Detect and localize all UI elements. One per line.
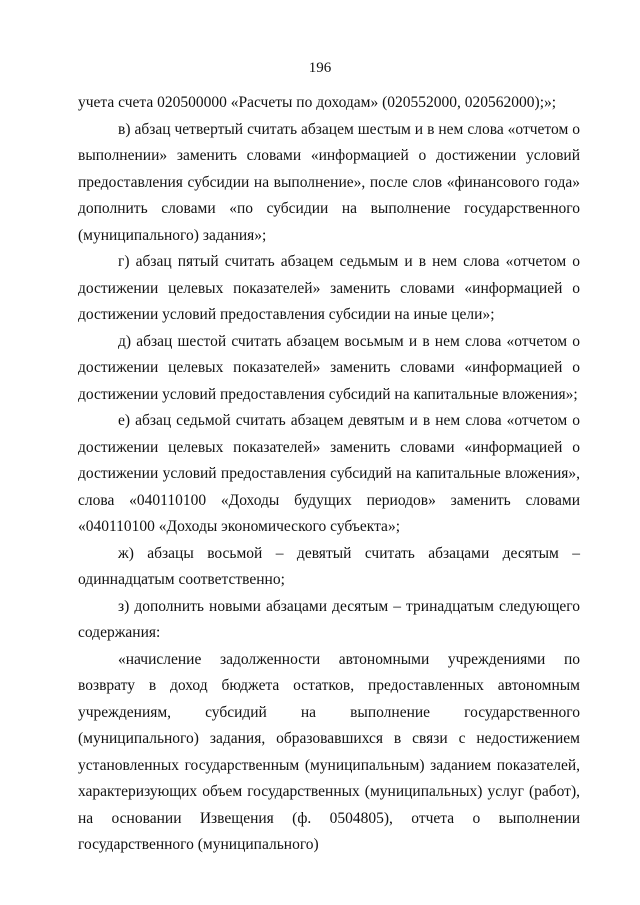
paragraph-item-v: в) абзац четвертый считать абзацем шестым и в нем слова «отчетом о выполнении» заменить словами «информацией о достижении условий предоставления субсидии на выполнение», после слов «финансового года» дополнить словами «по субсидии на выполнение государственного (муниципального) задания»; <box>78 120 580 244</box>
paragraph-continuation: учета счета 020500000 «Расчеты по доходам» (020552000, 020562000);»; <box>78 94 557 111</box>
paragraph-item-e: е) абзац седьмой считать абзацем девятым и в нем слова «отчетом о достижении целевых показателей» заменить словами «информацией о достижении условий предоставления субсидий на капитальные вложения», слова «040110100 «Доходы будущих периодов» заменить словами «040110100 «Доходы экономического субъекта»; <box>78 412 580 535</box>
paragraph-quoted-text: «начисление задолженности автономными учреждениями по возврату в доход бюджета остатков, предоставленных автономным учреждениям, субсидий на выполнение государственного (муниципального) задания, образовавшихся в связи с недостижением установленных государственным (муниципальным) заданием показателей, характеризующих объем государственных (муниципальных) услуг (работ), на основании Извещения (ф. 0504805), отчета о выполнении государственного (муниципального) <box>78 650 580 853</box>
paragraph-item-d: д) абзац шестой считать абзацем восьмым и в нем слова «отчетом о достижении целевых показателей» заменить словами «информацией о достижении условий предоставления субсидий на капитальные вложения»; <box>78 332 580 403</box>
paragraph-item-z: з) дополнить новыми абзацами десятым – тринадцатым следующего содержания: <box>78 597 580 641</box>
document-body <box>78 90 580 859</box>
page-number: 196 <box>308 60 332 76</box>
paragraph-item-g: г) абзац пятый считать абзацем седьмым и в нем слова «отчетом о достижении целевых показателей» заменить словами «информацией о достижении условий предоставления субсидии на иные цели»; <box>78 253 580 323</box>
paragraph-item-zh: ж) абзацы восьмой – девятый считать абзацами десятым – одиннадцатым соответственно; <box>78 544 580 588</box>
